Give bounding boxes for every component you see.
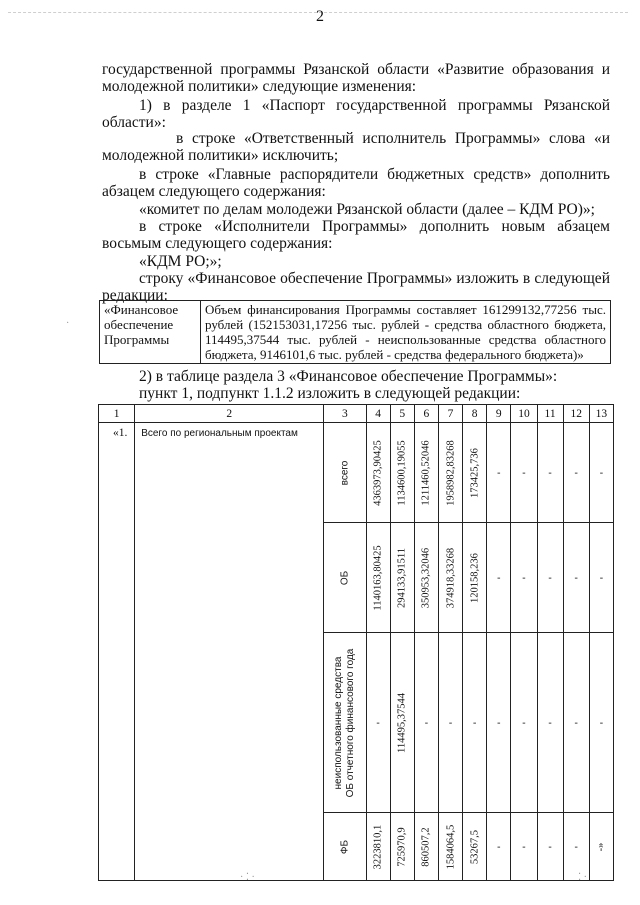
table-cell [563, 813, 589, 881]
cell-value: - [522, 717, 526, 728]
cell-value: - [574, 467, 578, 478]
passport-row-text: Объем финансирования Программы составляет 161299132,77256 тыс. рублей (152153031,17256 тыс. рублей - средства областного бюджета, 114495,37544 тыс. рублей - неиспользованные средства областного бюджета, 9146101,6 тыс. рублей - средства федерального бюджета)» [201, 301, 611, 364]
text-line: редакции: [102, 287, 168, 304]
row-label: неиспользованные средства ОБ отчетного финансового года [332, 648, 356, 797]
column-header: 5 [390, 405, 414, 423]
cell-value: - [497, 717, 501, 728]
passport-row [100, 301, 611, 364]
table-cell [366, 813, 390, 881]
section3-line: 2) в таблице раздела 3 «Финансовое обеспечение Программы»: [139, 368, 558, 385]
table-cell [414, 523, 438, 633]
cell-value: - [497, 467, 501, 478]
column-header: 10 [511, 405, 537, 423]
table-cell [414, 423, 438, 523]
row-label-cell [324, 633, 366, 813]
cell-value: - [548, 467, 552, 478]
cell-value: - [448, 717, 453, 728]
cell-value: - [599, 717, 604, 728]
cell-value: 350953,32046 [420, 547, 432, 608]
financing-table [98, 404, 614, 881]
table-cell [390, 523, 414, 633]
scan-speck: · [66, 318, 70, 329]
table-cell [511, 813, 537, 881]
cell-value: 120158,236 [469, 552, 481, 603]
row-number: «1. [99, 423, 135, 881]
table-cell [589, 633, 613, 813]
text-line: «КДМ РО;»; [139, 253, 222, 270]
table-cell [414, 813, 438, 881]
text-line: в строке «Ответственный исполнитель Программы» слова «и [176, 130, 610, 147]
scan-speck: ⁚ · [578, 872, 588, 883]
table-cell [511, 523, 537, 633]
table-cell [390, 633, 414, 813]
text-line: области»: [102, 114, 166, 131]
cell-value: 725970,9 [396, 826, 408, 867]
passport-row-label: «Финансовое обеспечение Программы [100, 301, 201, 364]
cell-value: 374918,33268 [445, 547, 457, 608]
column-header: 11 [537, 405, 563, 423]
cell-value: 1211460,52046 [420, 439, 432, 506]
table-cell [537, 813, 563, 881]
text-line: строку «Финансовое обеспечение Программы» изложить в следующей [139, 270, 610, 287]
column-header: 9 [487, 405, 511, 423]
column-header: 3 [324, 405, 366, 423]
cell-value: - [574, 572, 578, 583]
cell-value: 3223810,1 [372, 824, 384, 869]
table-cell [589, 813, 613, 881]
table-cell [390, 813, 414, 881]
table-cell [438, 523, 462, 633]
cell-value: - [522, 467, 526, 478]
row-label-cell [324, 423, 366, 523]
cell-value: - [599, 467, 604, 478]
table-cell [463, 633, 487, 813]
cell-value: - [548, 841, 552, 852]
table-cell [390, 423, 414, 523]
cell-value: - [599, 572, 604, 583]
row-label: всего [339, 460, 351, 485]
cell-value: - [548, 717, 552, 728]
column-header: 4 [366, 405, 390, 423]
table-cell [487, 813, 511, 881]
cell-value: 1140163,80425 [372, 544, 384, 611]
table-cell [366, 523, 390, 633]
cell-value: 1958982,83268 [445, 439, 457, 506]
text-line: государственной программы Рязанской области «Развитие образования и [102, 61, 610, 78]
cell-value: - [424, 717, 429, 728]
text-line: восьмым следующего содержания: [102, 235, 333, 252]
table-cell [438, 633, 462, 813]
cell-value: - [376, 717, 380, 728]
table-cell [589, 423, 613, 523]
cell-value: 860507,2 [420, 826, 432, 867]
column-header: 2 [135, 405, 324, 423]
table-cell [511, 423, 537, 523]
table-cell [487, 523, 511, 633]
cell-value: - [522, 572, 526, 583]
table-cell [537, 523, 563, 633]
table-cell [537, 423, 563, 523]
text-line: в строке «Главные распорядители бюджетных средств» дополнить [139, 166, 610, 183]
text-line: абзацем следующего содержания: [102, 183, 326, 200]
cell-value: 1134600,19055 [396, 439, 408, 506]
table-cell [463, 813, 487, 881]
table-header-row [99, 405, 614, 423]
table-cell [463, 423, 487, 523]
table-cell [438, 423, 462, 523]
cell-value: - [548, 572, 552, 583]
cell-value: 1584064,5 [445, 824, 457, 869]
cell-value: - [522, 841, 526, 852]
text-line: молодежной политики» исключить; [102, 147, 339, 164]
column-header: 8 [463, 405, 487, 423]
row-label: ОБ [339, 570, 351, 585]
cell-value: - [472, 717, 477, 728]
table-cell [487, 633, 511, 813]
text-line: в строке «Исполнители Программы» дополнить новым абзацем [139, 218, 610, 235]
column-header: 13 [589, 405, 613, 423]
page-number: 2 [316, 8, 324, 25]
table-cell [563, 423, 589, 523]
text-line: «комитет по делам молодежи Рязанской области (далее – КДМ РО)»; [139, 201, 595, 218]
row-label: ФБ [339, 839, 351, 854]
table-cell [589, 523, 613, 633]
table-cell [366, 633, 390, 813]
column-header: 1 [99, 405, 135, 423]
text-line: молодежной политики» следующие изменения: [102, 78, 417, 95]
item-line: пункт 1, подпункт 1.1.2 изложить в следующей редакции: [139, 385, 521, 402]
column-header: 7 [438, 405, 462, 423]
scan-speck: · ⁚ · [240, 872, 255, 883]
cell-value: - [574, 717, 578, 728]
column-header: 12 [563, 405, 589, 423]
cell-value: 294133,91511 [396, 547, 408, 608]
table-cell [414, 633, 438, 813]
row-description: Всего по региональным проектам [135, 423, 324, 881]
cell-value: -» [595, 842, 607, 851]
table-cell [463, 523, 487, 633]
text-line: 1) в разделе 1 «Паспорт государственной программы Рязанской [139, 97, 610, 114]
cell-value: - [574, 841, 578, 852]
cell-value: 53267,5 [469, 829, 481, 864]
cell-value: - [497, 572, 501, 583]
table-cell [487, 423, 511, 523]
table-row [99, 423, 614, 523]
passport-table [99, 300, 611, 364]
cell-value: 114495,37544 [396, 692, 408, 753]
column-header: 6 [414, 405, 438, 423]
table-cell [366, 423, 390, 523]
row-label-cell [324, 523, 366, 633]
table-cell [511, 633, 537, 813]
row-label-cell [324, 813, 366, 881]
table-cell [563, 523, 589, 633]
table-cell [563, 633, 589, 813]
cell-value: 4363973,90425 [372, 439, 384, 506]
table-cell [438, 813, 462, 881]
table-cell [537, 633, 563, 813]
cell-value: - [497, 841, 501, 852]
cell-value: 173425,736 [469, 447, 481, 498]
